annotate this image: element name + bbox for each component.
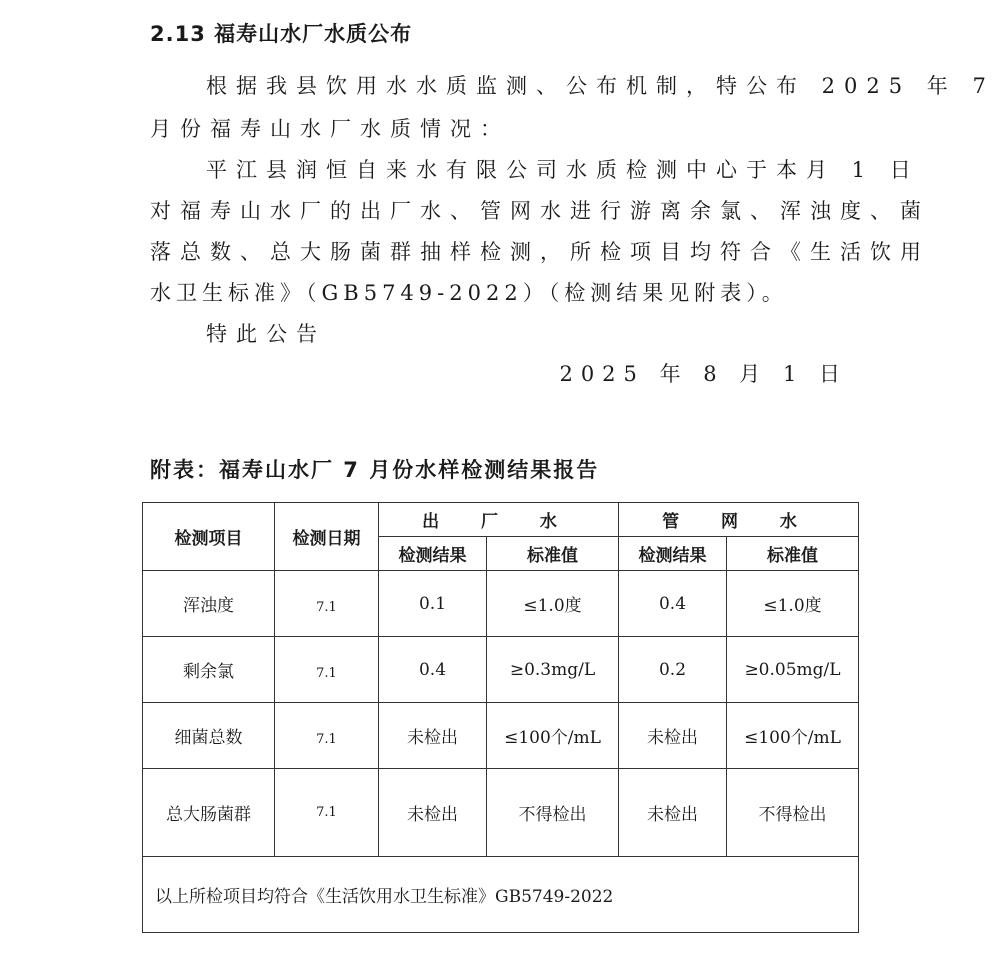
- row-item: 细菌总数: [143, 703, 275, 769]
- header-item: 检测项目: [143, 503, 275, 571]
- row-outlet-standard: 不得检出: [487, 769, 619, 857]
- header-date: 检测日期: [275, 503, 379, 571]
- row-date: 7.1: [275, 637, 379, 703]
- row-pipe-result: 0.4: [619, 571, 727, 637]
- table-row: [143, 637, 859, 703]
- row-outlet-standard: ≤1.0度: [487, 571, 619, 637]
- header-pipe-water: 管 网 水: [619, 503, 859, 537]
- table-title: 附表：福寿山水厂 7 月份水样检测结果报告: [150, 458, 600, 482]
- row-outlet-result: 未检出: [379, 769, 487, 857]
- table-note: 以上所检项目均符合《生活饮用水卫生标准》GB5749-2022: [143, 857, 859, 933]
- closing-notice: 特此公告: [206, 322, 326, 346]
- paragraph-1-line-2: 月份福寿山水厂水质情况：: [150, 117, 510, 141]
- paragraph-2-line-2: 对福寿山水厂的出厂水、管网水进行游离余氯、浑浊度、菌: [150, 199, 930, 223]
- section-title: 2.13 福寿山水厂水质公布: [150, 22, 413, 46]
- notice-date: 2025 年 8 月 1 日: [559, 362, 848, 386]
- row-outlet-standard: ≤100个/mL: [487, 703, 619, 769]
- table-row: [143, 571, 859, 637]
- row-outlet-result: 0.4: [379, 637, 487, 703]
- row-item: 剩余氯: [143, 637, 275, 703]
- row-outlet-result: 未检出: [379, 703, 487, 769]
- row-pipe-standard: 不得检出: [727, 769, 859, 857]
- paragraph-1-line-1: 根据我县饮用水水质监测、公布机制，特公布 2025 年 7: [206, 74, 995, 98]
- table-header-row-1: [143, 503, 859, 537]
- row-outlet-standard: ≥0.3mg/L: [487, 637, 619, 703]
- table-row: [143, 769, 859, 857]
- header-pipe-standard: 标准值: [727, 537, 859, 571]
- row-item: 浑浊度: [143, 571, 275, 637]
- row-pipe-standard: ≤100个/mL: [727, 703, 859, 769]
- paragraph-2-line-3: 落总数、总大肠菌群抽样检测，所检项目均符合《生活饮用: [150, 240, 930, 264]
- header-outlet-standard: 标准值: [487, 537, 619, 571]
- row-date: 7.1: [275, 571, 379, 637]
- row-pipe-result: 未检出: [619, 769, 727, 857]
- row-pipe-standard: ≤1.0度: [727, 571, 859, 637]
- header-outlet-water: 出 厂 水: [379, 503, 619, 537]
- row-date: 7.1: [275, 703, 379, 769]
- row-pipe-result: 未检出: [619, 703, 727, 769]
- row-pipe-standard: ≥0.05mg/L: [727, 637, 859, 703]
- row-item: 总大肠菌群: [143, 769, 275, 857]
- row-pipe-result: 0.2: [619, 637, 727, 703]
- results-table: [142, 502, 859, 933]
- paragraph-2-line-1: 平江县润恒自来水有限公司水质检测中心于本月 1 日: [206, 158, 920, 182]
- header-pipe-result: 检测结果: [619, 537, 727, 571]
- row-date: 7.1: [275, 769, 379, 857]
- header-outlet-result: 检测结果: [379, 537, 487, 571]
- row-outlet-result: 0.1: [379, 571, 487, 637]
- table-note-row: [143, 857, 859, 933]
- paragraph-2-line-4: 水卫生标准》（GB5749-2022）（检测结果见附表）。: [150, 281, 788, 305]
- table-row: [143, 703, 859, 769]
